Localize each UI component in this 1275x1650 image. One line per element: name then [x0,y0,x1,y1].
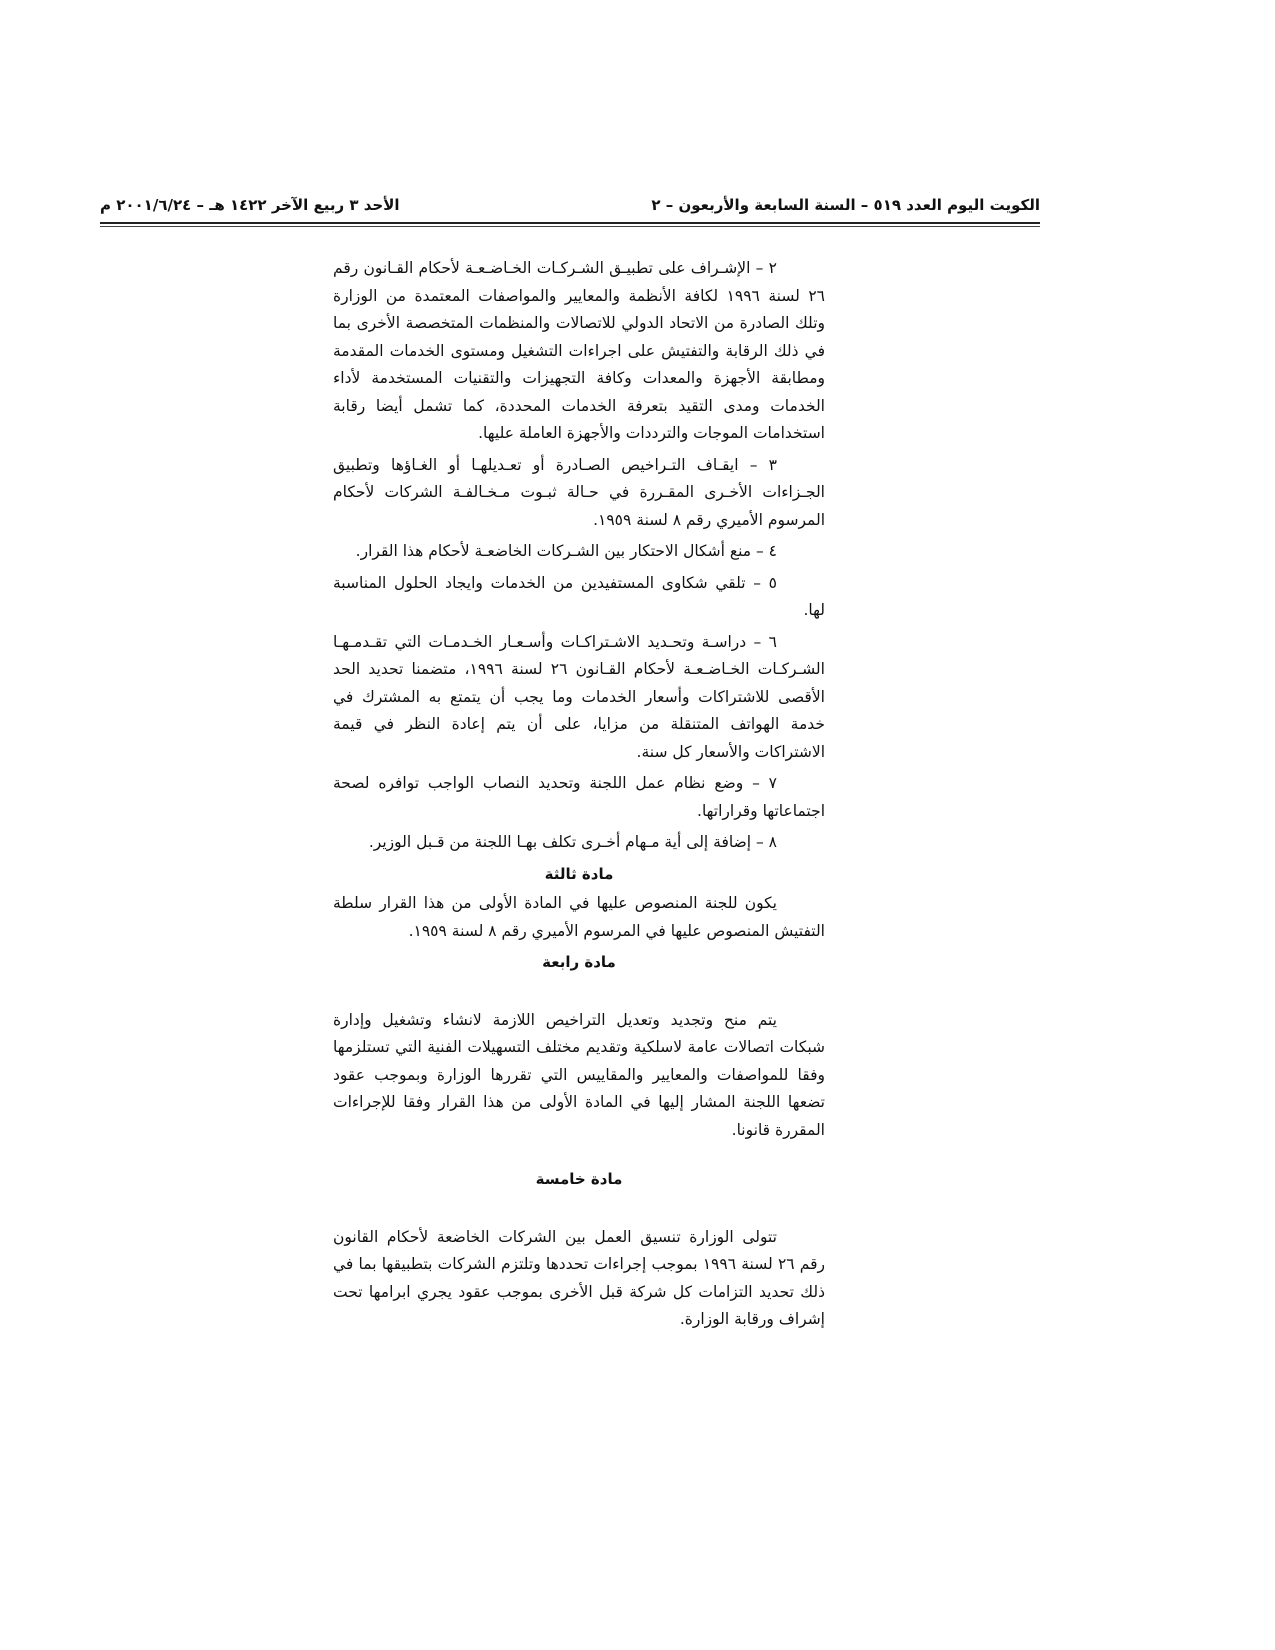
list-item-3: ٣ – ايقـاف التـراخيص الصـادرة أو تعـديلهـا أو الغـاؤها وتطبيق الجـزاءات الأخـرى المقـررة في حـالة ثبـوت مـخـالفـة الشركات لأحكام المرسوم الأميري رقم ٨ لسنة ١٩٥٩. [333,455,825,529]
text-column [333,255,825,1338]
page-header [100,190,1040,226]
header-rule [100,222,1040,224]
list-item-8: ٨ – إضافة إلى أية مـهام أخـرى تكلف بهـا اللجنة من قـبل الوزير. [368,833,777,851]
header-publication: الكويت اليوم العدد ٥١٩ – السنة السابعة والأربعون – ٢ [651,196,1040,214]
list-item-7: ٧ – وضع نظام عمل اللجنة وتحديد النصاب الواجب توافره لصحة اجتماعاتها وقراراتها. [333,774,825,820]
list-item-4: ٤ – منع أشكال الاحتكار بين الشـركات الخاضعـة لأحكام هذا القرار. [355,542,777,560]
list-item-2: ٢ – الإشـراف على تطبيـق الشـركـات الخـاضـعـة لأحكام القـانون رقم ٢٦ لسنة ١٩٩٦ لكافة الأنظمة والمعايير والمواصفات المعتمدة من الوزارة وتلك الصادرة من الاتحاد الدولي للاتصالات والمنظمات المتخصصة الأخرى بما في ذلك الرقابة والتفتيش على اجراءات التشغيل ومستوى الخدمات المقدمة ومطابقة الأجهزة والمعدات وكافة التجهيزات والتقنيات المستخدمة لأداء الخدمات ومدى التقيد بتعرفة الخدمات المحددة، كما تشمل أيضا رقابة استخدامات الموجات والترددات والأجهزة العاملة عليها. [333,259,825,442]
article-5-text: تتولى الوزارة تنسيق العمل بين الشركات الخاضعة لأحكام القانون رقم ٢٦ لسنة ١٩٩٦ بموجب إجراءات تحددها وتلتزم الشركات بتطبيقها بما في ذلك تحديد التزامات كل شركة قبل الأخرى بموجب عقود يجري ابرامها تحت إشراف ورقابة الوزارة. [333,1227,826,1328]
article-3-title: مادة ثالثة [544,864,614,883]
list-item-6: ٦ – دراسـة وتحـديد الاشـتراكـات وأسـعـار الخـدمـات التي تقـدمـهـا الشـركـات الخـاضـعـة لأحكام القـانون ٢٦ لسنة ١٩٩٦، متضمنا تحديد الحد الأقصى للاشتراكات وأسعار الخدمات وما يجب أن يتمتع به المشترك في خدمة الهواتف المتنقلة من مزايا، على أن يتم إعادة النظر في قيمة الاشتراكات والأسعار كل سنة. [333,632,825,761]
article-4-title: مادة رابعة [542,953,616,971]
article-3-text: يكون للجنة المنصوص عليها في المادة الأولى من هذا القرار سلطة التفتيش المنصوص عليها في المرسوم الأميري رقم ٨ لسنة ١٩٥٩. [333,894,825,940]
header-date: الأحد ٣ ربيع الآخر ١٤٢٢ هـ – ٢٠٠١/٦/٢٤ م [100,196,400,214]
article-4-text: يتم منح وتجديد وتعديل التراخيص اللازمة لانشاء وتشغيل وإدارة شبكات اتصالات عامة لاسلكية وتقديم مختلف التسهيلات الفنية التي تستلزمها وفقا للمواصفات والمعايير والمقاييس التي تقررها الوزارة وبموجب عقود تضعها اللجنة المشار إليها في المادة الأولى من هذا القرار وفقا للإجراءات المقررة قانونا. [333,1010,825,1139]
list-item-5: ٥ – تلقي شكاوى المستفيدين من الخدمات وايجاد الحلول المناسبة لها. [333,573,825,619]
article-5-title: مادة خامسة [535,1170,623,1188]
header-rule-thin [100,226,1040,227]
